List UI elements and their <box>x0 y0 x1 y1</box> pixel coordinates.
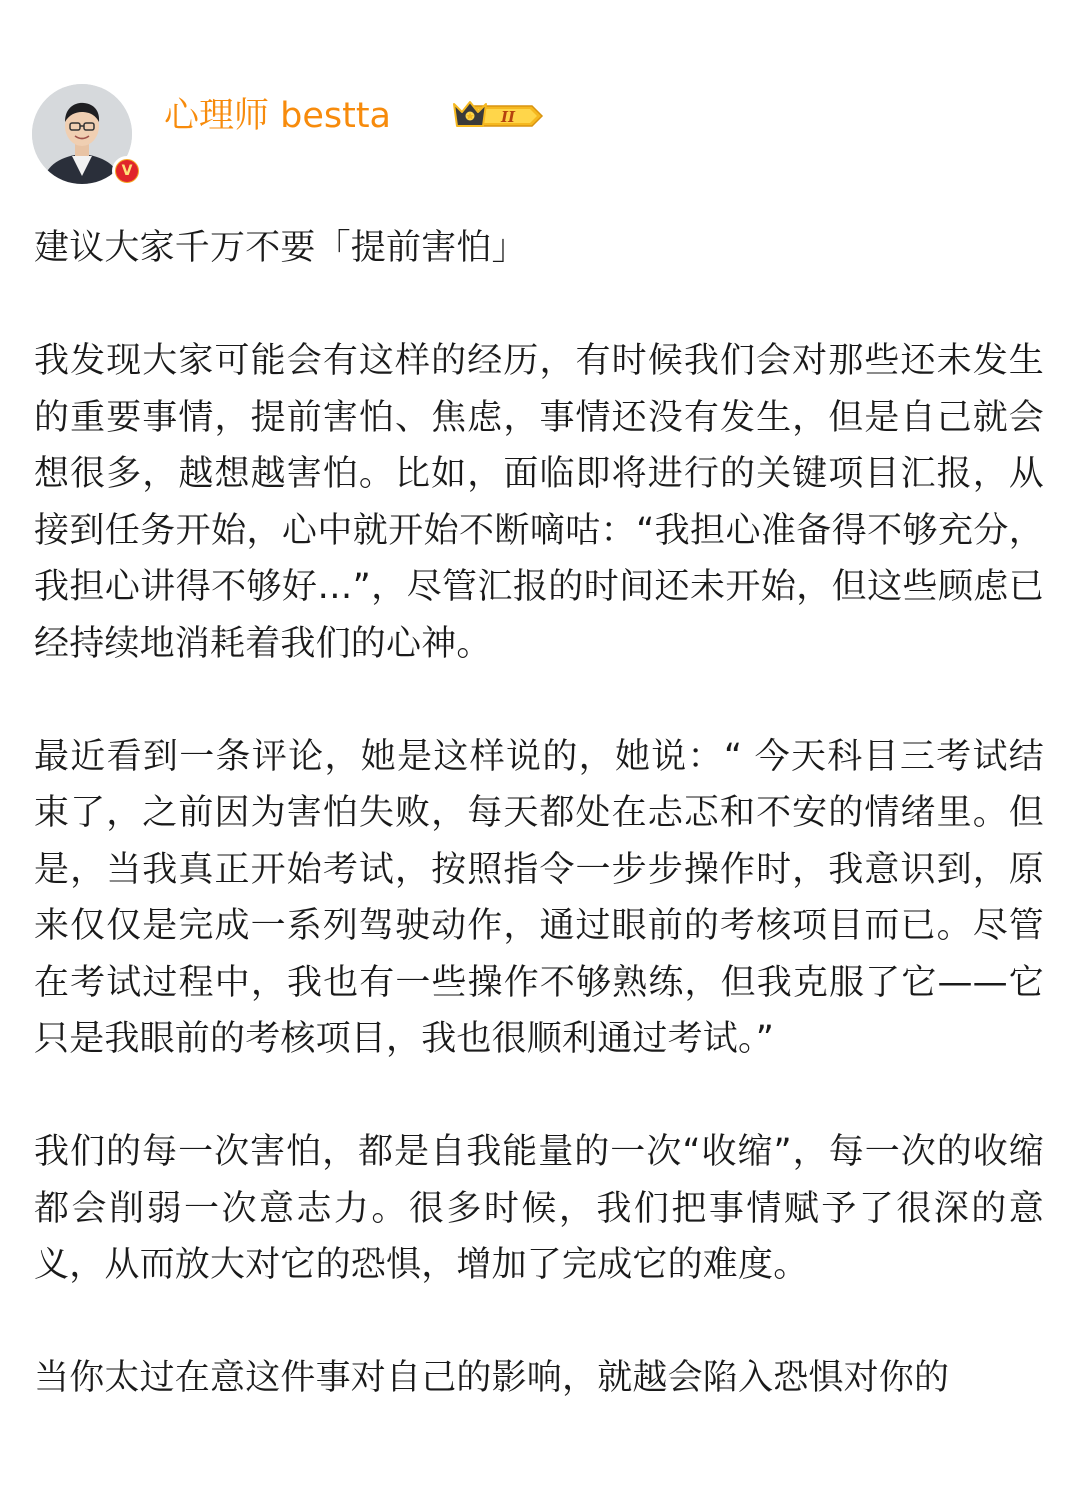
post-paragraph: 当你太过在意这件事对自己的影响，就越会陷入恐惧对你的 <box>34 1358 950 1398</box>
post-paragraph: 最近看到一条评论，她是这样说的，她说：“ 今天科目三考试结束了，之前因为害怕失败，每天都处在忐忑和不安的情绪里。但是，当我真正开始考试，按照指令一步步操作时，我意识到，原来仅仅是完成一系列驾驶动作，通过眼前的考核项目而已。尽管在考试过程中，我也有一些操作不够熟练，但我克服了它——它只是我眼前的考核项目，我也很顺利通过考试。” <box>34 736 1044 1059</box>
author-avatar-wrapper[interactable] <box>32 84 136 188</box>
post-header <box>32 84 1032 188</box>
crown-level-badge-icon[interactable] <box>452 98 544 134</box>
post-title: 建议大家千万不要「提前害怕」 <box>34 228 527 268</box>
verified-mark: V <box>116 160 138 182</box>
post-body <box>34 220 1044 1463</box>
verified-badge-icon <box>112 156 142 186</box>
post-paragraph: 我们的每一次害怕，都是自我能量的一次“收缩”，每一次的收缩都会削弱一次意志力。很多时候，我们把事情赋予了很深的意义，从而放大对它的恐惧，增加了完成它的难度。 <box>34 1132 1044 1285</box>
author-username[interactable]: 心理师 bestta <box>164 96 392 136</box>
level-badge-label: II <box>500 108 516 126</box>
post-paragraph: 我发现大家可能会有这样的经历，有时候我们会对那些还未发生的重要事情，提前害怕、焦虑，事情还没有发生，但是自己就会想很多，越想越害怕。比如，面临即将进行的关键项目汇报，从接到任务开始，心中就开始不断嘀咕：“我担心准备得不够充分，我担心讲得不够好…”，尽管汇报的时间还未开始，但这些顾虑已经持续地消耗着我们的心神。 <box>34 341 1044 664</box>
